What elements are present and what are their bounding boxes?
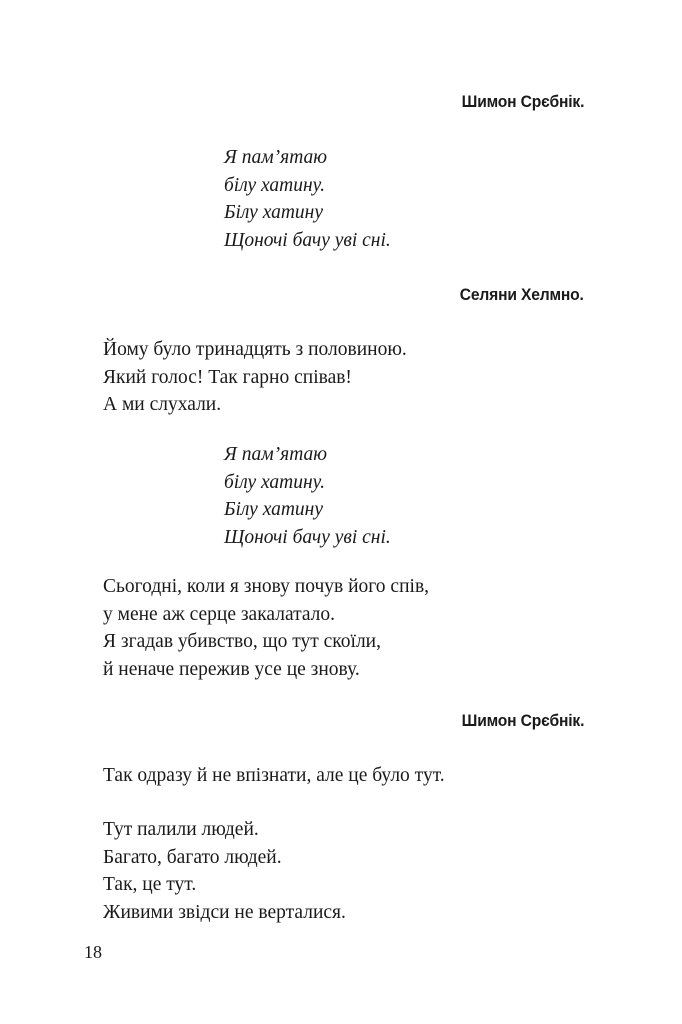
- song-verse-2: [224, 441, 391, 551]
- verse-line: білу хатину.: [224, 471, 325, 493]
- prose-line: Йому було тринадцять з половиною.: [103, 339, 407, 360]
- speaker-label: Селяни Хелмно.: [460, 285, 584, 304]
- verse-line: Щоночі бачу уві сні.: [224, 526, 391, 548]
- verse-line: білу хатину.: [224, 174, 325, 196]
- prose-line: Сьогодні, коли я знову почув його спів,: [103, 576, 430, 597]
- prose-line: А ми слухали.: [103, 394, 222, 415]
- prose-line: Який голос! Так гарно співав!: [103, 366, 352, 388]
- verse-line: Я пам’ятаю: [224, 147, 328, 168]
- song-verse-1: [224, 144, 391, 254]
- verse-line: Щоночі бачу уві сні.: [224, 229, 391, 251]
- prose-paragraph-3: [103, 762, 445, 790]
- prose-line: Тут палили людей.: [103, 819, 259, 840]
- prose-line: Так, це тут.: [103, 874, 197, 895]
- page-number: 18: [84, 942, 102, 962]
- speaker-label: Шимон Срєбнік.: [461, 711, 584, 730]
- prose-paragraph-1: [103, 336, 407, 419]
- prose-line: Живими звідси не верталися.: [103, 901, 346, 923]
- prose-paragraph-2: [103, 573, 429, 683]
- prose-line: Багато, багато людей.: [103, 846, 282, 868]
- prose-line: й неначе пережив усе це знову.: [103, 658, 360, 680]
- prose-paragraph-4: [103, 816, 346, 926]
- verse-line: Білу хатину: [224, 499, 324, 520]
- prose-line: у мене аж серце закалатало.: [103, 603, 336, 625]
- verse-line: Я пам’ятаю: [224, 444, 328, 465]
- verse-line: Білу хатину: [224, 202, 324, 223]
- speaker-label: Шимон Срєбнік.: [461, 92, 584, 111]
- prose-line: Так одразу й не впізнати, але це було тут.: [103, 765, 445, 786]
- prose-line: Я згадав убивство, що тут скоїли,: [103, 631, 381, 652]
